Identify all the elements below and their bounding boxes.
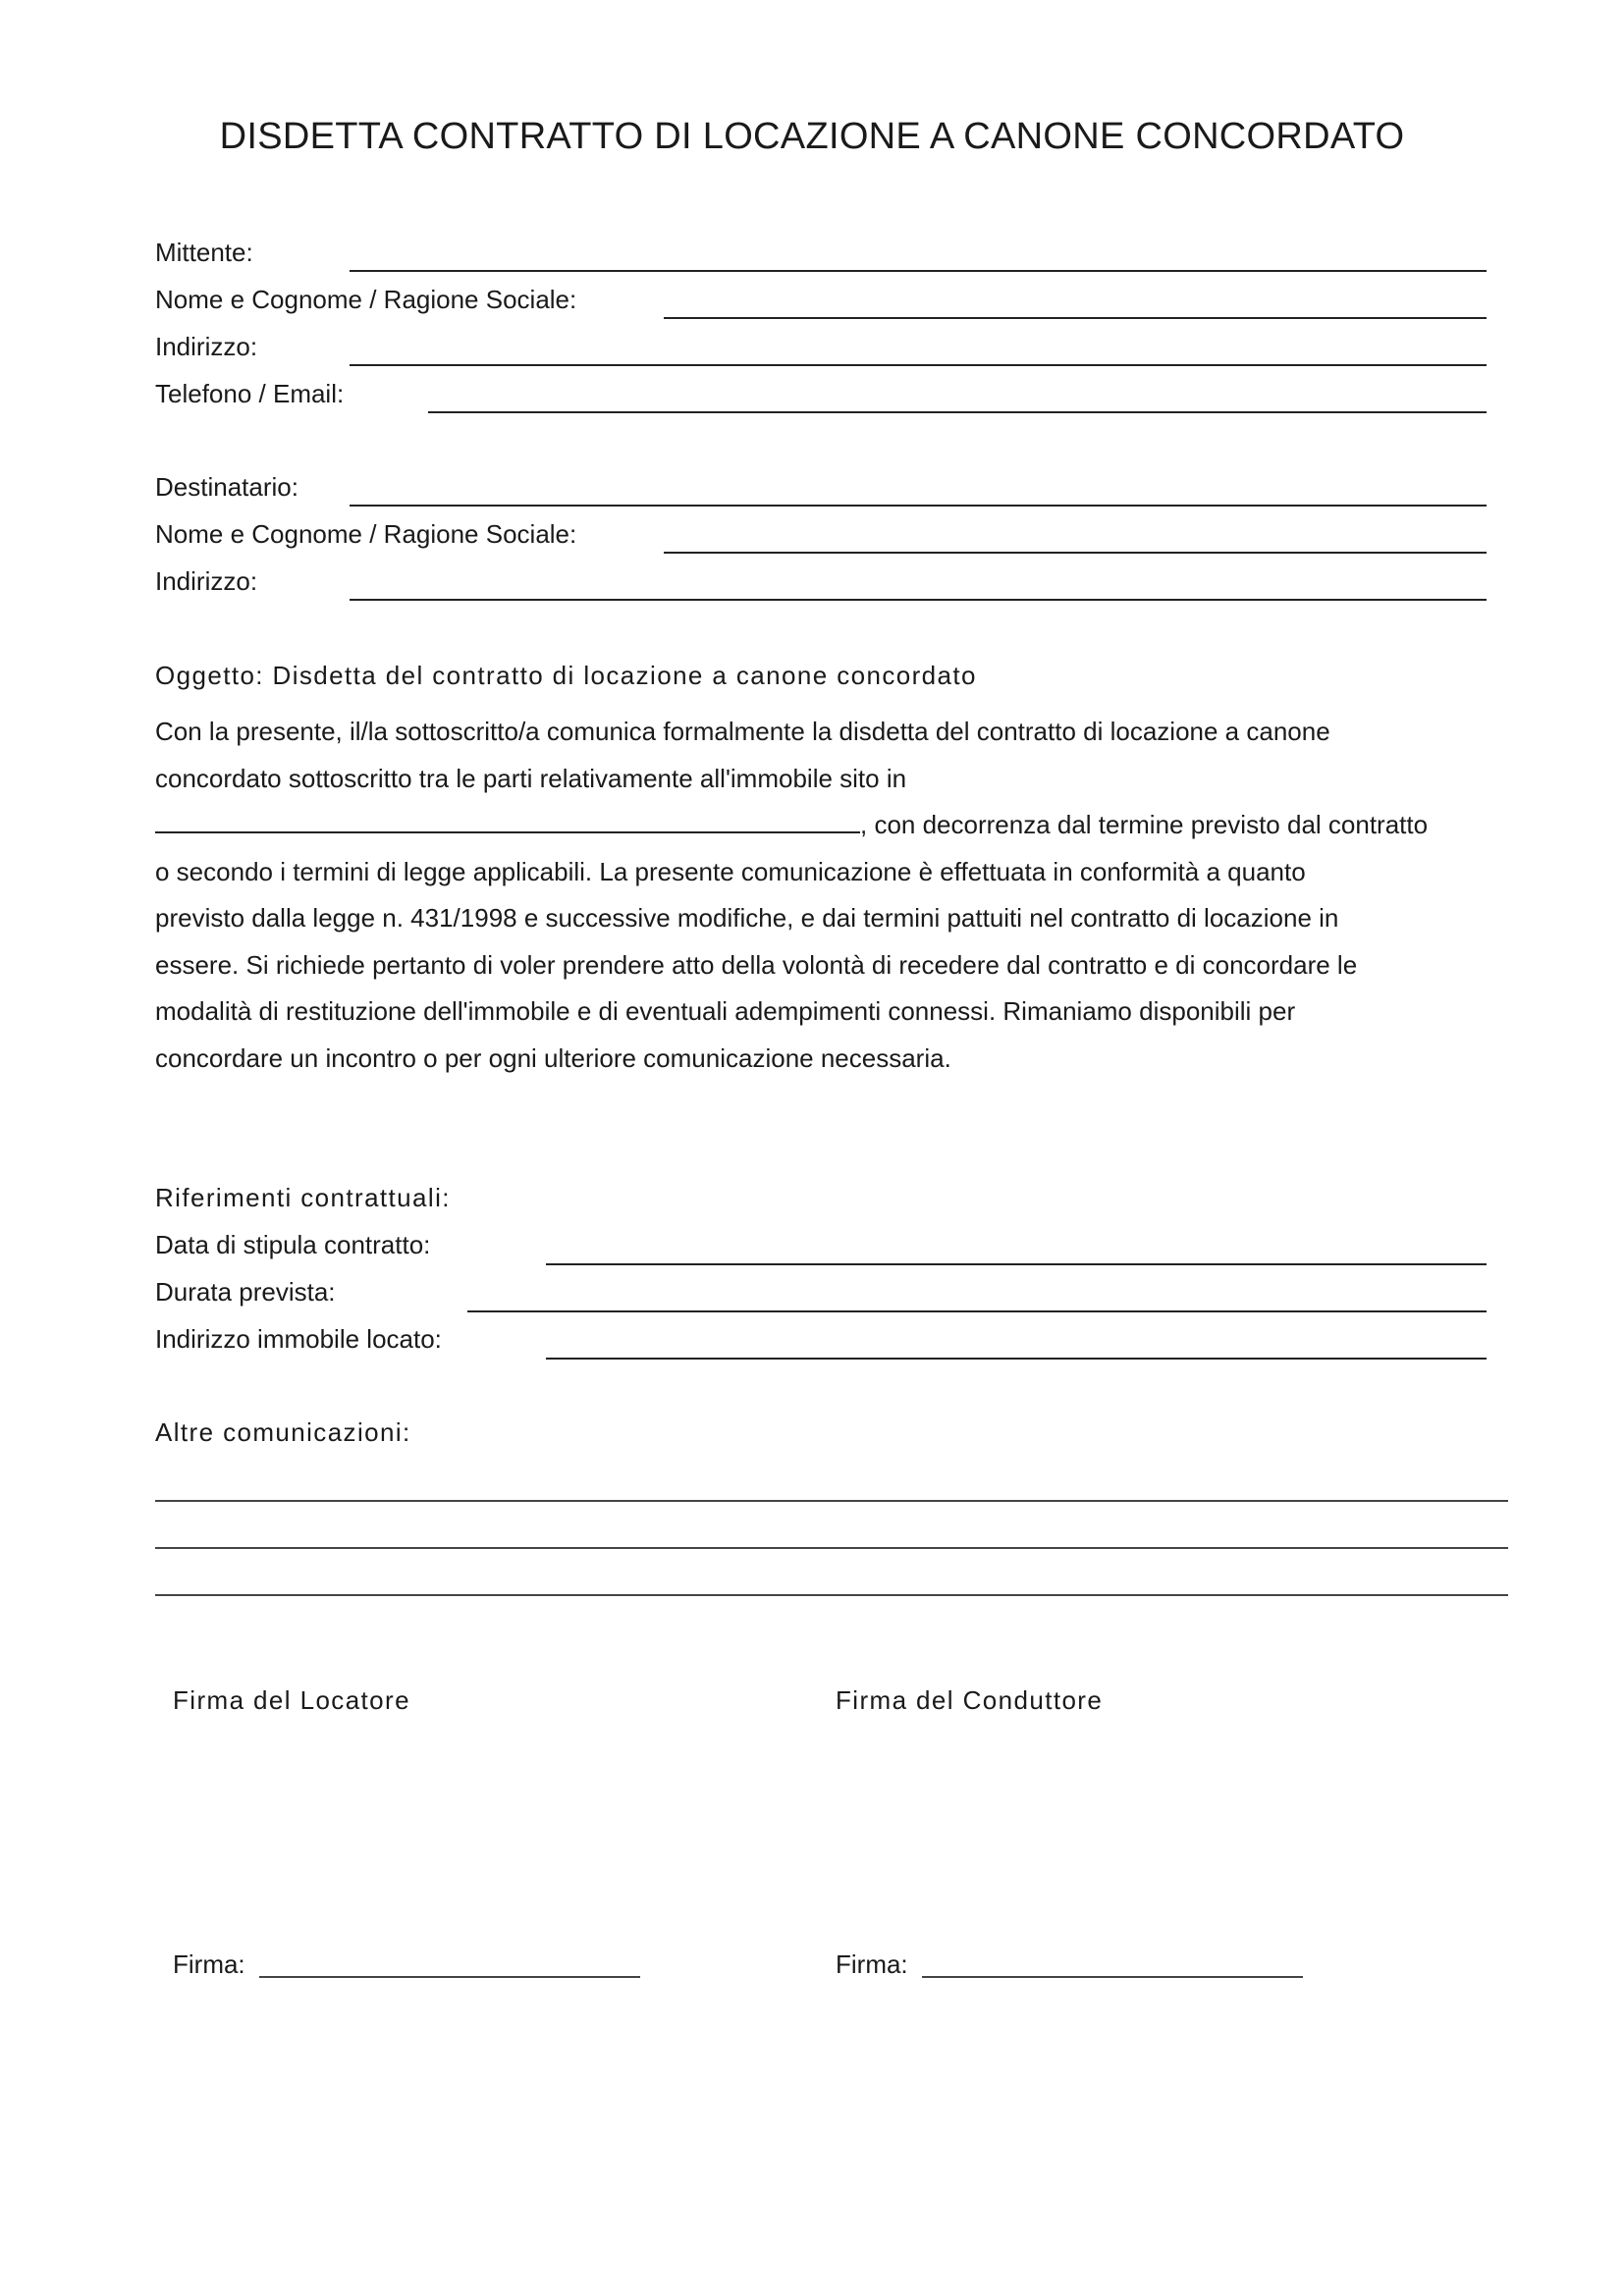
destinatario-nome-label: Nome e Cognome / Ragione Sociale: xyxy=(155,519,577,549)
mittente-telefono-field[interactable] xyxy=(428,411,1487,413)
durata-label: Durata prevista: xyxy=(155,1277,336,1307)
body-line-suffix: , con decorrenza dal termine previsto dal contratto xyxy=(860,810,1429,839)
destinatario-field[interactable] xyxy=(350,505,1487,507)
document-title: DISDETTA CONTRATTO DI LOCAZIONE A CANONE CONCORDATO xyxy=(219,116,1405,157)
body-line: o secondo i termini di legge applicabili. La presente comunicazione è effettuata in conformità a quanto xyxy=(155,856,1306,886)
firma-conduttore-heading: Firma del Conduttore xyxy=(836,1685,1104,1715)
firma-locatore-field[interactable] xyxy=(259,1976,640,1978)
mittente-indirizzo-field[interactable] xyxy=(350,364,1487,366)
firma-locatore-heading: Firma del Locatore xyxy=(173,1685,410,1715)
mittente-field[interactable] xyxy=(350,270,1487,272)
data-stipula-field[interactable] xyxy=(546,1263,1487,1265)
firma-locatore-label: Firma: xyxy=(173,1949,245,1979)
indirizzo-immobile-field[interactable] xyxy=(546,1358,1487,1360)
body-line: concordato sottoscritto tra le parti relativamente all'immobile sito in xyxy=(155,763,907,793)
altre-comunicazioni-heading: Altre comunicazioni: xyxy=(155,1417,411,1447)
mittente-telefono-label: Telefono / Email: xyxy=(155,379,345,408)
body-line: Con la presente, il/la sottoscritto/a comunica formalmente la disdetta del contratto di locazione a canone xyxy=(155,717,1330,746)
body-line-with-blank xyxy=(155,802,1490,849)
oggetto-text: Oggetto: Disdetta del contratto di locazione a canone concordato xyxy=(155,661,977,690)
body-line: essere. Si richiede pertanto di voler prendere atto della volontà di recedere dal contratto e di concordare le xyxy=(155,949,1358,980)
mittente-label: Mittente: xyxy=(155,238,253,267)
body-line: modalità di restituzione dell'immobile e di eventuali adempimenti connessi. Rimaniamo disponibili per xyxy=(155,996,1296,1026)
mittente-nome-field[interactable] xyxy=(664,317,1487,319)
durata-field[interactable] xyxy=(467,1310,1487,1312)
mittente-nome-label: Nome e Cognome / Ragione Sociale: xyxy=(155,285,577,314)
destinatario-indirizzo-field[interactable] xyxy=(350,599,1487,601)
data-stipula-label: Data di stipula contratto: xyxy=(155,1230,431,1259)
riferimenti-heading: Riferimenti contrattuali: xyxy=(155,1183,451,1212)
body-paragraph xyxy=(155,709,1490,1082)
destinatario-label: Destinatario: xyxy=(155,472,298,502)
body-line: previsto dalla legge n. 431/1998 e successive modifiche, e dai termini pattuiti nel contratto di locazione in xyxy=(155,903,1339,933)
indirizzo-immobile-label: Indirizzo immobile locato: xyxy=(155,1324,442,1354)
immobile-blank-field[interactable] xyxy=(155,810,860,833)
destinatario-indirizzo-label: Indirizzo: xyxy=(155,566,258,596)
firma-conduttore-field[interactable] xyxy=(922,1976,1303,1978)
firma-conduttore-label: Firma: xyxy=(836,1949,908,1979)
body-line: concordare un incontro o per ogni ulteriore comunicazione necessaria. xyxy=(155,1042,951,1073)
altre-comunicazioni-line[interactable] xyxy=(155,1547,1508,1549)
altre-comunicazioni-line[interactable] xyxy=(155,1594,1508,1596)
altre-comunicazioni-line[interactable] xyxy=(155,1500,1508,1502)
mittente-indirizzo-label: Indirizzo: xyxy=(155,332,258,361)
destinatario-nome-field[interactable] xyxy=(664,552,1487,554)
